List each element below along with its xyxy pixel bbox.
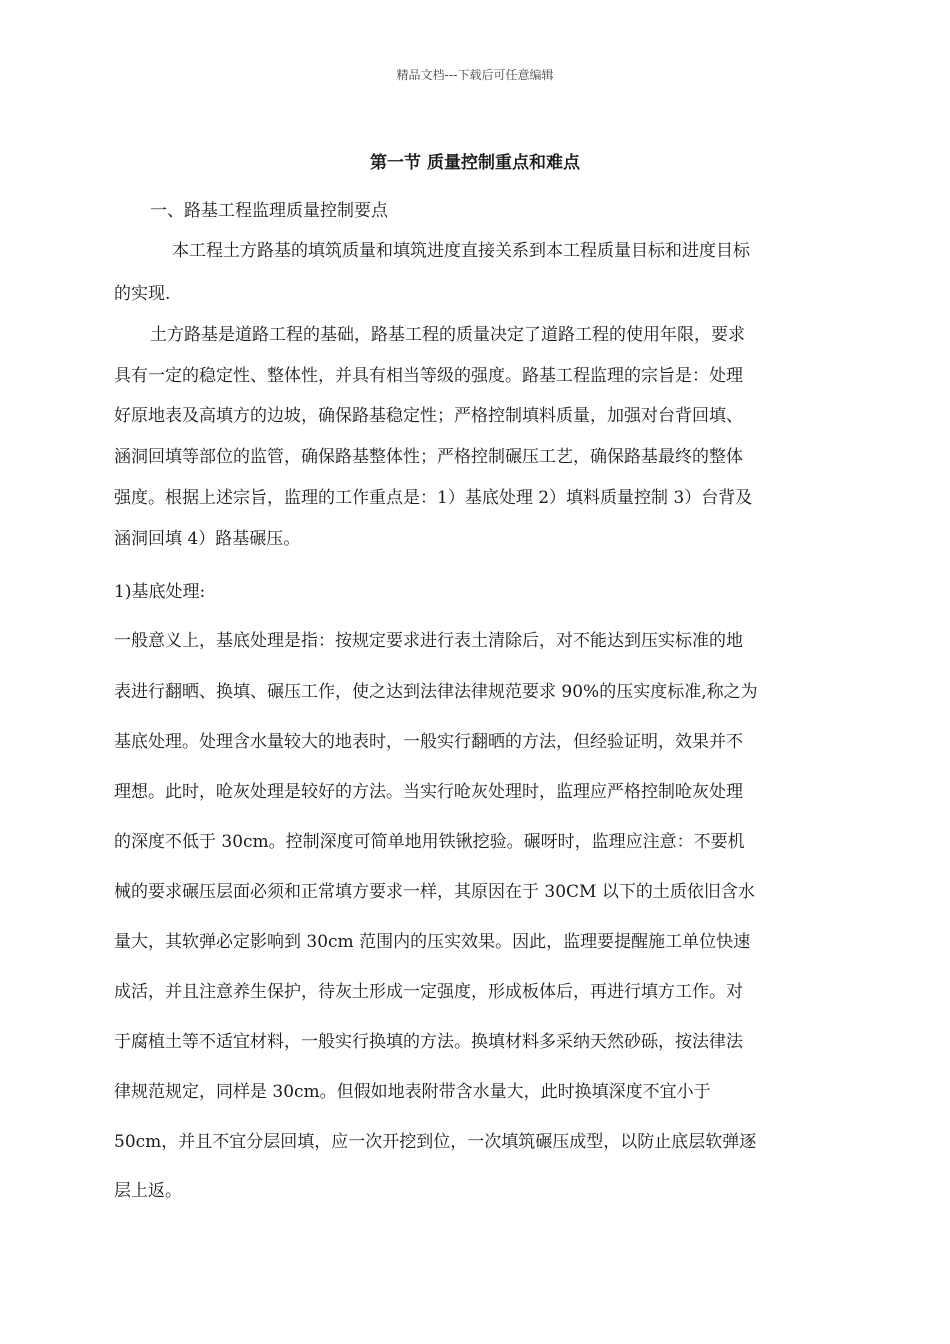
paragraph-line: 成活，并且注意养生保护，待灰土形成一定强度，形成板体后，再进行填方工作。对: [114, 982, 743, 1002]
section-title: 第一节 质量控制重点和难点: [370, 153, 580, 173]
paragraph-line: 层上返。: [114, 1181, 182, 1201]
paragraph-line: 具有一定的稳定性、整体性，并具有相当等级的强度。路基工程监理的宗旨是：处理: [114, 366, 743, 386]
paragraph-line: 土方路基是道路工程的基础，路基工程的质量决定了道路工程的使用年限，要求: [150, 325, 745, 345]
item-heading: 1)基底处理:: [114, 582, 206, 602]
paragraph-line: 律规范规定，同样是 30cm。但假如地表附带含水量大，此时换填深度不宜小于: [114, 1082, 711, 1102]
paragraph-line: 量大，其软弹必定影响到 30cm 范围内的压实效果。因此，监理要提醒施工单位快速: [114, 932, 751, 952]
paragraph-line: 械的要求碾压层面必须和正常填方要求一样，其原因在于 30CM 以下的土质依旧含水: [114, 882, 755, 902]
paragraph-line: 好原地表及高填方的边坡，确保路基稳定性；严格控制填料质量，加强对台背回填、: [114, 406, 743, 426]
paragraph-line: 于腐植土等不适宜材料，一般实行换填的方法。换填材料多采纳天然砂砾，按法律法: [114, 1032, 743, 1052]
paragraph-line: 涵洞回填 4）路基碾压。: [114, 529, 301, 549]
paragraph-line: 理想。此时，呛灰处理是较好的方法。当实行呛灰处理时，监理应严格控制呛灰处理: [114, 782, 743, 802]
subsection-heading: 一、路基工程监理质量控制要点: [150, 201, 388, 221]
page-header: 精品文档---下载后可任意编辑: [396, 68, 554, 82]
paragraph-line: 50cm，并且不宜分层回填，应一次开挖到位，一次填筑碾压成型，以防止底层软弹逐: [114, 1132, 757, 1152]
paragraph-line: 一般意义上，基底处理是指：按规定要求进行表土清除后，对不能达到压实标准的地: [114, 631, 743, 651]
paragraph-line: 表进行翻晒、换填、碾压工作，使之达到法律法律规范要求 90%的压实度标准,称之为: [114, 682, 758, 702]
paragraph-line: 的实现.: [114, 284, 171, 304]
paragraph-line: 本工程土方路基的填筑质量和填筑进度直接关系到本工程质量目标和进度目标: [172, 241, 750, 261]
paragraph-line: 基底处理。处理含水量较大的地表时，一般实行翻晒的方法，但经验证明，效果并不: [114, 732, 743, 752]
paragraph-line: 强度。根据上述宗旨，监理的工作重点是：1）基底处理 2）填料质量控制 3）台背及: [114, 488, 753, 508]
paragraph-line: 的深度不低于 30cm。控制深度可简单地用铁锹挖验。碾呀时，监理应注意：不要机: [114, 832, 745, 852]
paragraph-line: 涵洞回填等部位的监管，确保路基整体性；严格控制碾压工艺，确保路基最终的整体: [114, 447, 743, 467]
